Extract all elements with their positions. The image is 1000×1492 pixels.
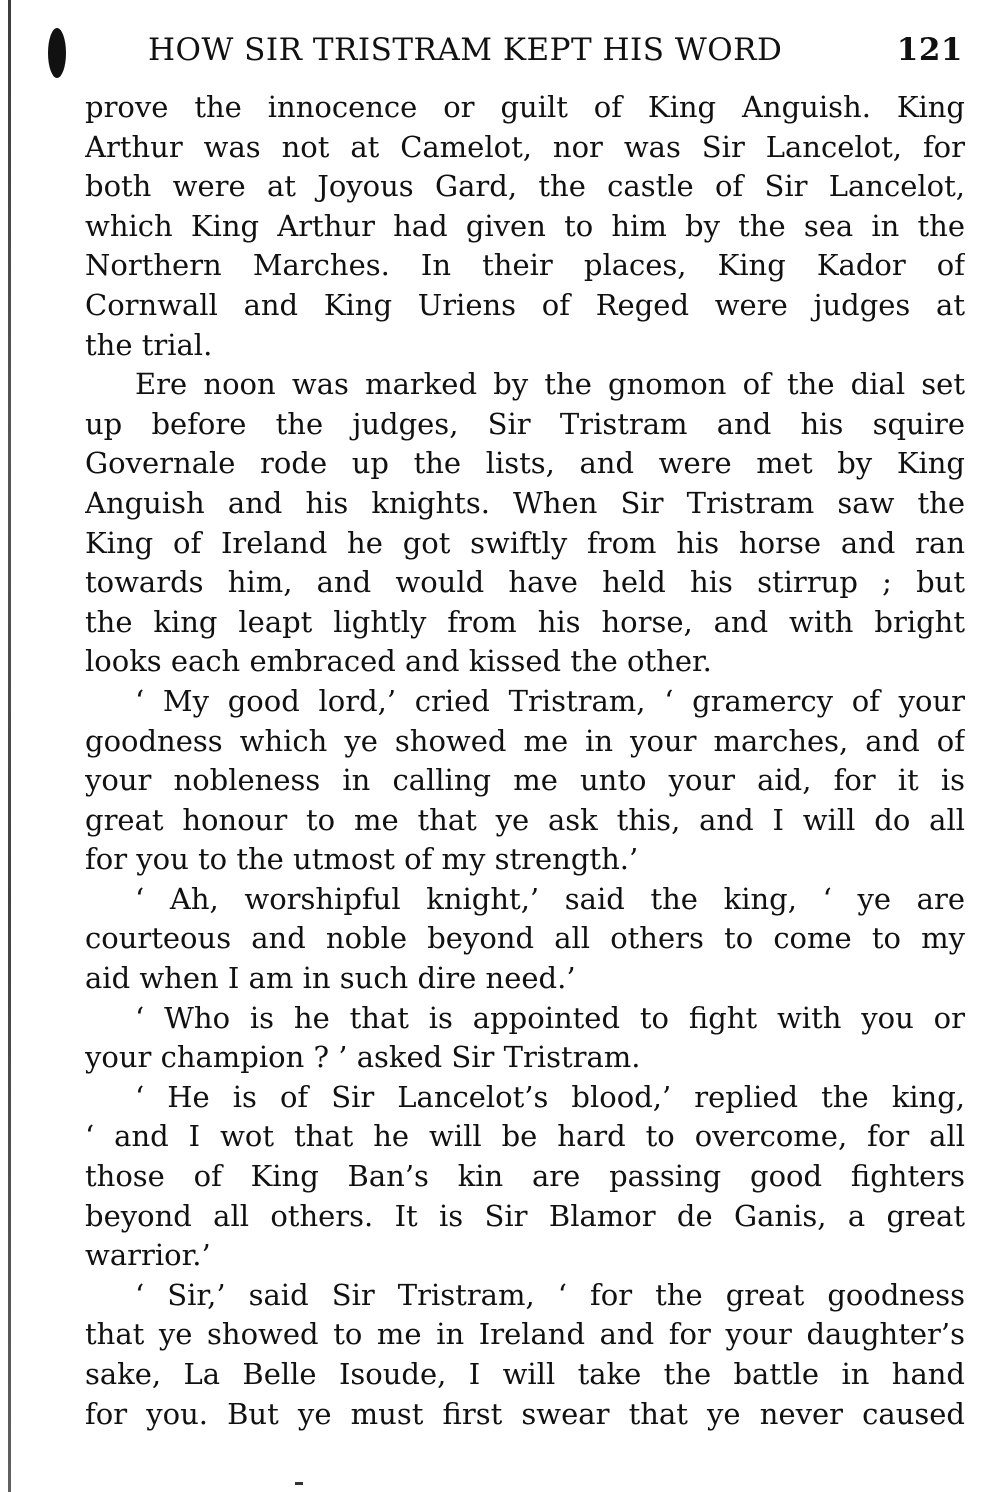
text-line: King of Ireland he got swiftly from his horse and ran [85, 525, 965, 560]
text-line: which King Arthur had given to him by the sea in the [85, 208, 965, 243]
text-line: the trial. [85, 327, 213, 362]
text-line: ‘ He is of Sir Lancelot’s blood,’ replied the king, [135, 1079, 965, 1114]
text-line: for you. But ye must first swear that ye never caused [85, 1396, 965, 1431]
running-head [148, 28, 963, 72]
text-line: Northern Marches. In their places, King Kador of [85, 248, 965, 283]
text-line: sake, La Belle Isoude, I will take the battle in hand [85, 1357, 965, 1391]
text-line: up before the judges, Sir Tristram and his squire [85, 406, 965, 441]
text-line: for you to the utmost of my strength.’ [85, 842, 639, 877]
text-line: the king leapt lightly from his horse, and with bright [85, 604, 965, 639]
running-head-title: HOW SIR TRISTRAM KEPT HIS WORD [148, 32, 783, 68]
text-line: towards him, and would have held his stirrup ; but [85, 565, 965, 600]
text-line: ‘ My good lord,’ cried Tristram, ‘ gramercy of your [135, 683, 965, 718]
gutter-edge [8, 0, 11, 1492]
text-line: both were at Joyous Gard, the castle of Sir Lancelot, [85, 169, 965, 204]
text-line: ‘ Ah, worshipful knight,’ said the king, ‘ ye are [135, 881, 965, 916]
text-line: beyond all others. It is Sir Blamor de Ganis, a great [85, 1198, 965, 1233]
text-line: warrior.’ [85, 1238, 211, 1273]
text-line: aid when I am in such dire need.’ [85, 961, 576, 996]
page-number: 121 [896, 32, 963, 68]
text-line: Ere noon was marked by the gnomon of the dial set [135, 367, 965, 402]
print-speck [295, 1482, 303, 1485]
text-line: goodness which ye showed me in your marches, and of [85, 723, 965, 758]
text-line: looks each embraced and kissed the other. [85, 644, 712, 679]
text-line: ‘ Who is he that is appointed to fight with you or [135, 1000, 965, 1035]
text-line: great honour to me that ye ask this, and I will do all [85, 802, 965, 837]
text-line: prove the innocence or guilt of King Anguish. King [85, 90, 965, 124]
text-line: ‘ Sir,’ said Sir Tristram, ‘ for the great goodness [135, 1277, 965, 1312]
text-line: Anguish and his knights. When Sir Tristram saw the [85, 485, 965, 520]
text-line: Cornwall and King Uriens of Reged were judges at [85, 287, 965, 322]
text-line: Arthur was not at Camelot, nor was Sir Lancelot, for [85, 129, 965, 164]
text-line: your nobleness in calling me unto your aid, for it is [85, 763, 965, 798]
text-line: ‘ and I wot that he will be hard to overcome, for all [85, 1119, 965, 1154]
text-line: Governale rode up the lists, and were met by King [85, 446, 965, 481]
text-line: that ye showed to me in Ireland and for your daughter’s [85, 1317, 965, 1352]
text-line: courteous and noble beyond all others to come to my [85, 921, 965, 956]
text-line: your champion ? ’ asked Sir Tristram. [85, 1040, 641, 1075]
text-line: those of King Ban’s kin are passing good fighters [85, 1159, 965, 1194]
body-text [85, 88, 965, 1434]
ink-blot [48, 28, 66, 78]
